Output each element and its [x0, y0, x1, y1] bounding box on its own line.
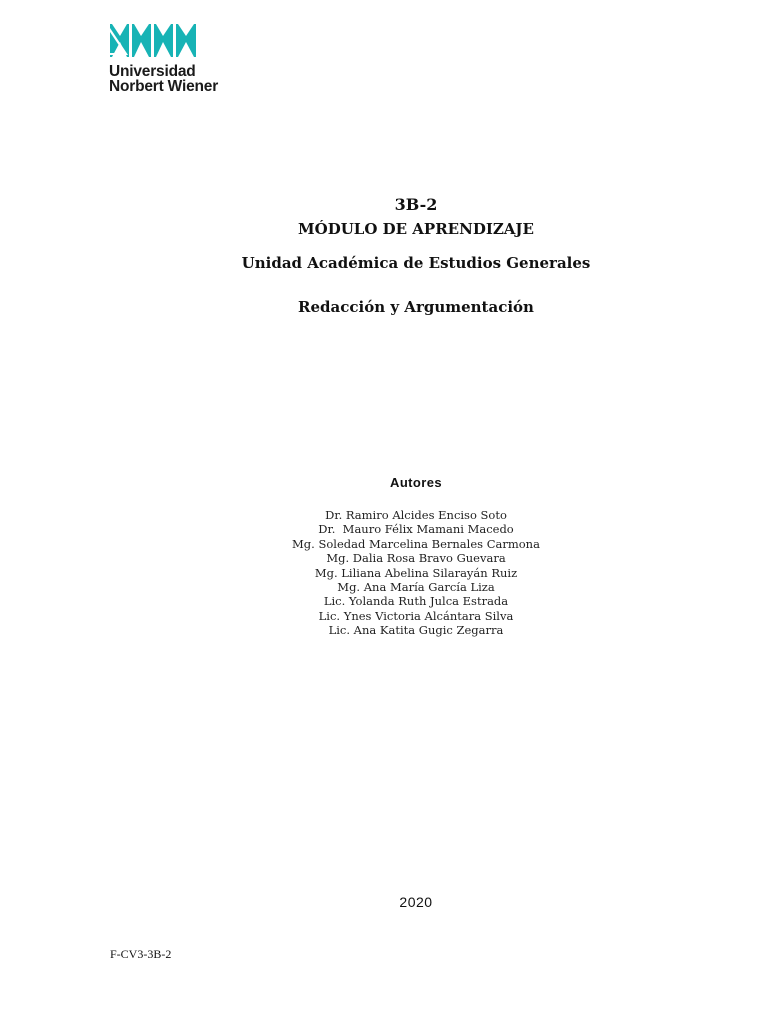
author-item: Mg. Ana María García Liza — [337, 580, 495, 595]
logo-text — [109, 64, 229, 94]
form-code: F-CV3-3B-2 — [110, 947, 172, 961]
author-list — [0, 508, 768, 638]
author-item: Mg. Soledad Marcelina Bernales Carmona — [292, 536, 540, 551]
author-item: Dr. Ramiro Alcides Enciso Soto — [325, 508, 507, 522]
university-logo-icon — [109, 22, 197, 58]
author-item: Lic. Ynes Victoria Alcántara Silva — [318, 608, 514, 623]
authors-heading: Autores — [390, 475, 442, 490]
document-code: 3B-2 — [394, 195, 438, 214]
university-logo — [109, 22, 229, 94]
author-item: Mg. Liliana Abelina Silarayán Ruiz — [314, 565, 518, 580]
author-item: Lic. Yolanda Ruth Julca Estrada — [323, 594, 509, 609]
author-item: Dr. Mauro Félix Mamani Macedo — [318, 522, 514, 537]
logo-line-1: Universidad — [109, 63, 196, 80]
author-item: Lic. Ana Katita Gugic Zegarra — [328, 623, 504, 638]
course-title: Redacción y Argumentación — [298, 298, 534, 316]
logo-line-2: Norbert Wiener — [109, 78, 219, 95]
academic-unit: Unidad Académica de Estudios Generales — [241, 254, 591, 272]
module-title: MÓDULO DE APRENDIZAJE — [298, 220, 534, 238]
publication-year: 2020 — [399, 894, 433, 910]
author-item: Mg. Dalia Rosa Bravo Guevara — [326, 551, 506, 566]
